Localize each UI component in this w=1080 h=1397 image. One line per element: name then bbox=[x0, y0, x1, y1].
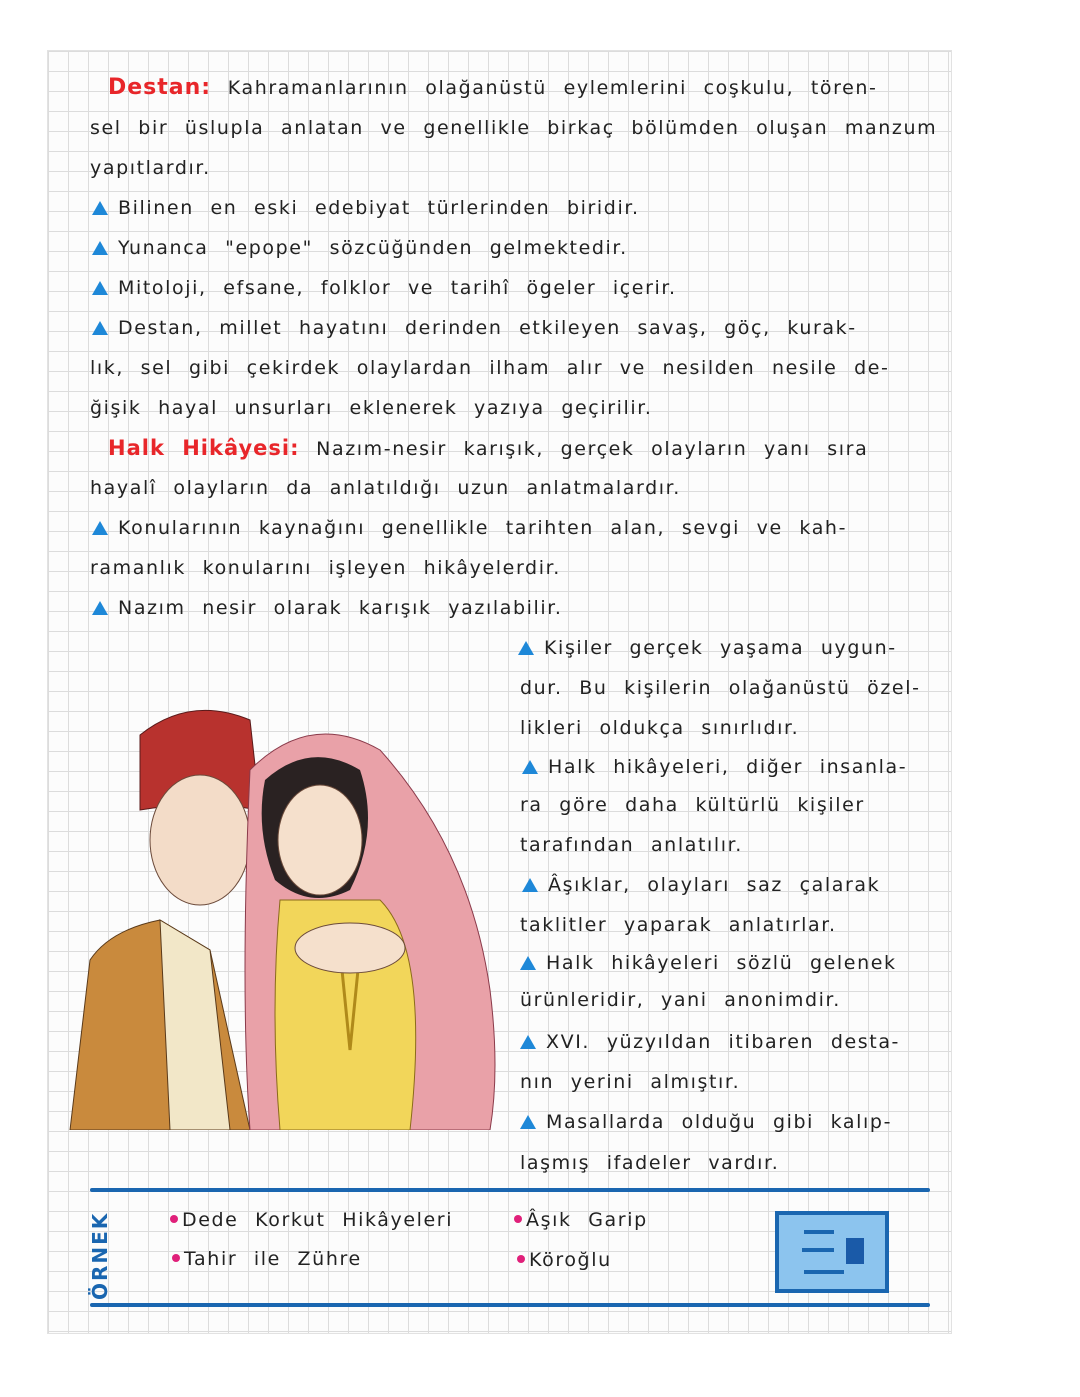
pink-dot-icon bbox=[514, 1215, 522, 1223]
bullet-item: Âşıklar, olayları saz çalarak bbox=[522, 873, 880, 897]
triangle-bullet-icon bbox=[92, 241, 108, 255]
bullet-continuation: tarafından anlatılır. bbox=[520, 834, 743, 856]
bullet-continuation: ğişik hayal unsurları eklenerek yazıya geçirilir. bbox=[90, 397, 653, 419]
bullet-continuation: ra göre daha kültürlü kişiler bbox=[520, 794, 865, 816]
halk-intro-line: Halk Hikâyesi: Nazım-nesir karışık, gerçek olayların yanı sıra bbox=[108, 436, 869, 460]
pink-dot-icon bbox=[172, 1254, 180, 1262]
bullet-item: Halk hikâyeleri, diğer insanla- bbox=[522, 755, 907, 779]
destan-intro-line: yapıtlardır. bbox=[90, 157, 211, 179]
divider-bottom bbox=[90, 1303, 930, 1307]
halk-title: Halk Hikâyesi: bbox=[108, 436, 300, 460]
example-item: Dede Korkut Hikâyeleri bbox=[170, 1208, 453, 1232]
triangle-bullet-icon bbox=[520, 1115, 536, 1129]
triangle-bullet-icon bbox=[92, 521, 108, 535]
triangle-bullet-icon bbox=[92, 601, 108, 615]
ornek-label: ÖRNEK bbox=[88, 1211, 112, 1300]
triangle-bullet-icon bbox=[518, 641, 534, 655]
triangle-bullet-icon bbox=[522, 760, 538, 774]
halk-intro-line: hayalî olayların da anlatıldığı uzun anlatmalardır. bbox=[90, 477, 681, 499]
destan-intro-line: sel bir üslupla anlatan ve genellikle birkaç bölümden oluşan manzum bbox=[90, 117, 938, 139]
bullet-item: Nazım nesir olarak karışık yazılabilir. bbox=[92, 596, 563, 620]
triangle-bullet-icon bbox=[92, 321, 108, 335]
bullet-item: Masallarda olduğu gibi kalıp- bbox=[520, 1110, 892, 1134]
example-item: Köroğlu bbox=[517, 1248, 612, 1272]
divider-top bbox=[90, 1188, 930, 1192]
bullet-item: Halk hikâyeleri sözlü gelenek bbox=[520, 951, 897, 975]
bullet-item: Bilinen en eski edebiyat türlerinden biridir. bbox=[92, 196, 640, 220]
bullet-continuation: taklitler yaparak anlatırlar. bbox=[520, 914, 837, 936]
document-icon bbox=[774, 1210, 890, 1294]
bullet-item: Destan, millet hayatını derinden etkileyen savaş, göç, kurak- bbox=[92, 316, 857, 340]
bullet-continuation: nın yerini almıştır. bbox=[520, 1071, 741, 1093]
bullet-item: Yunanca "epope" sözcüğünden gelmektedir. bbox=[92, 236, 628, 260]
pink-dot-icon bbox=[170, 1215, 178, 1223]
bullet-item: Kişiler gerçek yaşama uygun- bbox=[518, 636, 897, 660]
couple-illustration bbox=[50, 690, 505, 1130]
pink-dot-icon bbox=[517, 1255, 525, 1263]
triangle-bullet-icon bbox=[520, 1035, 536, 1049]
bullet-continuation: ramanlık konularını işleyen hikâyelerdir. bbox=[90, 557, 561, 579]
bullet-continuation: lık, sel gibi çekirdek olaylardan ilham alır ve nesilden nesile de- bbox=[90, 357, 890, 379]
destan-title: Destan: bbox=[108, 75, 212, 100]
bullet-item: Mitoloji, efsane, folklor ve tarihî ögeler içerir. bbox=[92, 276, 677, 300]
example-item: Âşık Garip bbox=[514, 1208, 648, 1232]
triangle-bullet-icon bbox=[520, 956, 536, 970]
destan-intro-line: Destan: Kahramanlarının olağanüstü eylemlerini coşkulu, tören- bbox=[108, 75, 878, 100]
bullet-continuation: likleri oldukça sınırlıdır. bbox=[520, 717, 800, 739]
bullet-item: Konularının kaynağını genellikle tarihten alan, sevgi ve kah- bbox=[92, 516, 847, 540]
bullet-continuation: laşmış ifadeler vardır. bbox=[520, 1152, 780, 1174]
triangle-bullet-icon bbox=[92, 281, 108, 295]
triangle-bullet-icon bbox=[522, 878, 538, 892]
bullet-continuation: dur. Bu kişilerin olağanüstü özel- bbox=[520, 677, 921, 699]
example-item: Tahir ile Zühre bbox=[172, 1247, 362, 1271]
triangle-bullet-icon bbox=[92, 201, 108, 215]
bullet-continuation: ürünleridir, yani anonimdir. bbox=[520, 989, 841, 1011]
bullet-item: XVI. yüzyıldan itibaren desta- bbox=[520, 1030, 900, 1054]
